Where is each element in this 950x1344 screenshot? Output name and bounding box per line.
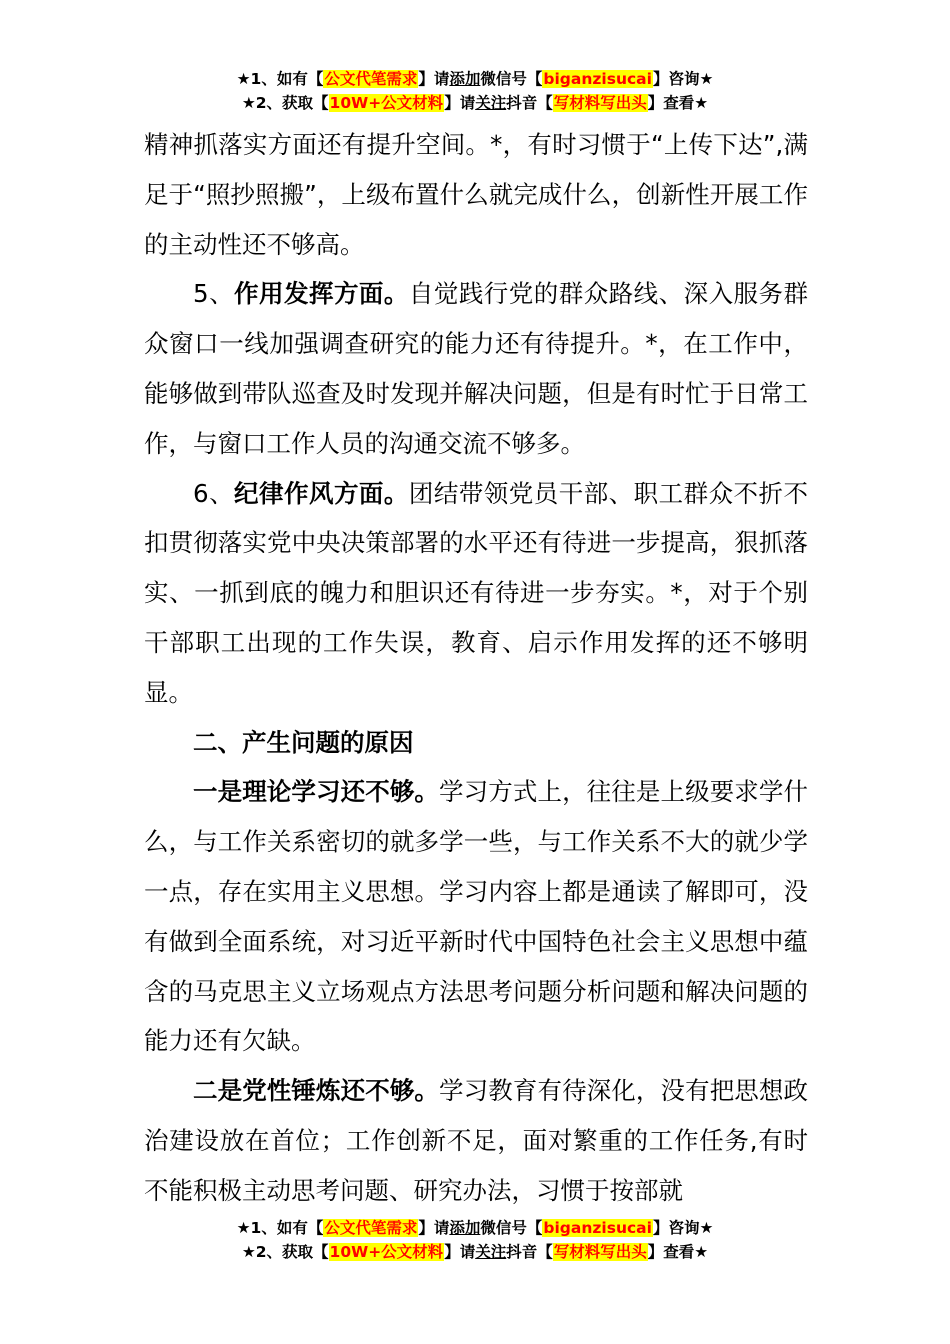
- section-heading: 二、产生问题的原因: [193, 727, 414, 757]
- item-number: 6、: [193, 478, 235, 508]
- document-body: [144, 120, 808, 1216]
- banner-text: 】请: [444, 1243, 476, 1261]
- banner-text: 】咨询★: [652, 70, 714, 88]
- banner-text: 】咨询★: [652, 1219, 714, 1237]
- item-heading: 纪律作风方面。: [234, 478, 409, 508]
- banner-text: 】请: [418, 1219, 450, 1237]
- item-heading: 二是党性锤炼还不够。: [193, 1076, 440, 1106]
- banner-text: ★2、获取【: [241, 94, 329, 112]
- item-text: 团结带领党员干部、职工群众不折不扣贯彻落实党中央决策部署的水平还有待进一步提高，狠抓落实、一抓到底的魄力和胆识还有待进一步夯实。*，对于个别干部职工出现的工作失误，教育、启示作用发挥的还不够明显。: [144, 478, 809, 707]
- paragraph: [144, 269, 808, 468]
- banner-text: 微信号【: [480, 70, 543, 88]
- paragraph: [144, 767, 808, 1066]
- banner-text: ★1、如有【: [236, 70, 324, 88]
- item-text: 自觉践行党的群众路线、深入服务群众窗口一线加强调查研究的能力还有待提升。*，在工作中，能够做到带队巡查及时发现并解决问题，但是有时忙于日常工作，与窗口工作人员的沟通交流不够多。: [144, 279, 809, 458]
- banner-line-2: [0, 91, 950, 115]
- banner-underlined: 关注: [475, 94, 507, 112]
- banner-line-1: [0, 1216, 950, 1240]
- paragraph: [144, 1066, 808, 1215]
- banner-underlined: 关注: [475, 1243, 507, 1261]
- footer-banner: [0, 1216, 950, 1264]
- header-banner: [0, 67, 950, 115]
- banner-line-1: [0, 67, 950, 91]
- item-text: 学习教育有待深化，没有把思想政治建设放在首位；工作创新不足，面对繁重的工作任务,有时不能积极主动思考问题、研究办法，习惯于按部就: [144, 1076, 809, 1205]
- banner-highlight: 写材料写出头: [553, 1243, 647, 1261]
- banner-highlight: 10W+公文材料: [329, 1243, 444, 1261]
- banner-text: ★1、如有【: [236, 1219, 324, 1237]
- banner-text: 】请: [444, 94, 476, 112]
- banner-text: 抖音【: [506, 1243, 553, 1261]
- paragraph: [144, 469, 808, 718]
- banner-highlight: 10W+公文材料: [329, 94, 444, 112]
- banner-text: 】请: [418, 70, 450, 88]
- banner-highlight: 写材料写出头: [553, 94, 647, 112]
- item-text: 学习方式上，往往是上级要求学什么，与工作关系密切的就多学一些，与工作关系不大的就少学一点，存在实用主义思想。学习内容上都是通读了解即可，没有做到全面系统，对习近平新时代中国特色社会主义思想中蕴含的马克思主义立场观点方法思考问题分析问题和解决问题的能力还有欠缺。: [144, 777, 809, 1056]
- item-number: 5、: [193, 279, 235, 309]
- banner-highlight: biganzisucai: [543, 1219, 652, 1237]
- banner-text: ★2、获取【: [241, 1243, 329, 1261]
- banner-text: 】查看★: [647, 1243, 709, 1261]
- banner-highlight: 公文代笔需求: [324, 1219, 418, 1237]
- banner-text: 微信号【: [480, 1219, 543, 1237]
- item-heading: 一是理论学习还不够。: [193, 777, 440, 807]
- banner-highlight: biganzisucai: [543, 70, 652, 88]
- banner-text: 抖音【: [506, 94, 553, 112]
- paragraph: 精神抓落实方面还有提升空间。*，有时习惯于“上传下达”,满足于“照抄照搬”，上级布置什么就完成什么，创新性开展工作的主动性还不够高。: [144, 130, 808, 259]
- banner-line-2: [0, 1240, 950, 1264]
- item-heading: 作用发挥方面。: [234, 279, 409, 309]
- banner-text: 】查看★: [647, 94, 709, 112]
- banner-underlined: 添加: [449, 70, 481, 88]
- banner-highlight: 公文代笔需求: [324, 70, 418, 88]
- banner-underlined: 添加: [449, 1219, 481, 1237]
